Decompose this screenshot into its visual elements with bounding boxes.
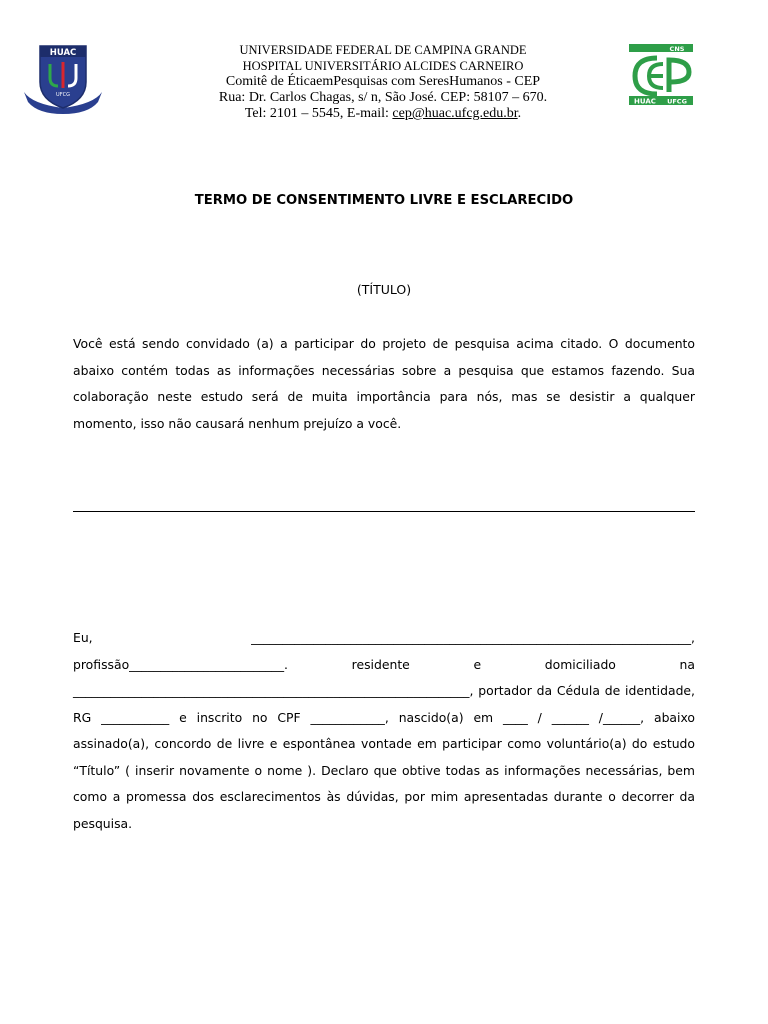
header-address: Rua: Dr. Carlos Chagas, s/ n, São José. CEP: 58107 – 670.: [218, 90, 548, 105]
logo-right-top-text: CNS: [669, 45, 685, 53]
cep-logo: [627, 42, 695, 106]
section-divider: [73, 511, 695, 512]
institution-header: [190, 42, 576, 122]
cep-logo-p: [669, 60, 689, 92]
header-contact-suffix: .: [517, 106, 522, 121]
header-email-link[interactable]: cep@huac.ufcg.edu.br: [392, 106, 518, 121]
logo-left-inner-text: UFCG: [56, 92, 70, 98]
intro-paragraph: Você está sendo convidado (a) a participar do projeto de pesquisa acima citado. O documento abaixo contém todas as informações necessárias sobre a pesquisa que estamos fazendo. Sua colaboração neste estudo será de muita importância para nós, mas se desistir a qualquer momento, isso não causará nenhum prejuízo a você.: [73, 336, 695, 431]
cep-logo-e: [649, 64, 663, 88]
consent-declaration-paragraph: Eu, _______________________________________________________________________, profissão_________________________. residente e domiciliado na ________________________________________________________________, portador da Cédula de identidade, RG ___________ e inscrito no CPF ____________, nascido(a) em ____ / ______ /______, abaixo assinado(a), concordo de livre e espontânea vontade em participar como voluntário(a) do estudo “Título” ( inserir novamente o nome ). Declaro que obtive todas as informações necessárias, bem como a promessa dos esclarecimentos às dúvidas, por mim apresentadas durante o decorrer da pesquisa.: [73, 630, 695, 831]
logo-left-top-text: HUAC: [49, 48, 77, 58]
logo-right-bottom-right-text: UFCG: [667, 97, 687, 106]
document-subtitle: (TÍTULO): [356, 282, 412, 297]
header-university: UNIVERSIDADE FEDERAL DE CAMPINA GRANDE: [239, 43, 527, 57]
huac-shield-logo: [22, 42, 104, 114]
header-hospital: HOSPITAL UNIVERSITÁRIO ALCIDES CARNEIRO: [242, 59, 524, 73]
header-committee: Comitê de ÉticaemPesquisas com SeresHumanos - CEP: [225, 74, 541, 89]
logo-right-bottom-left-text: HUAC: [634, 97, 656, 106]
header-phone: Tel: 2101 – 5545, E-mail:: [244, 106, 393, 121]
header-contact: [190, 106, 576, 122]
document-title: TERMO DE CONSENTIMENTO LIVRE E ESCLARECIDO: [194, 193, 574, 208]
